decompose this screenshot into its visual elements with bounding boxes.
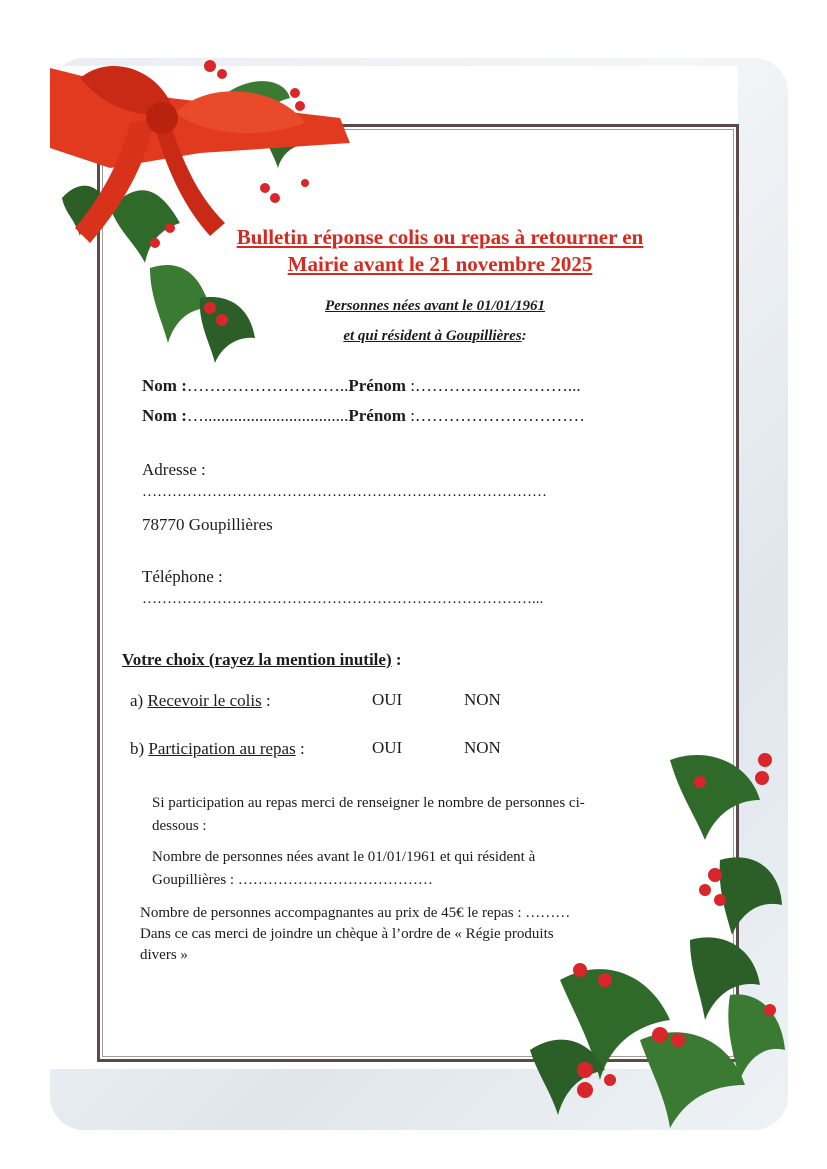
nom-dots: ….................................. [186,406,349,425]
option-a-label: Recevoir le colis [147,691,262,710]
nom-row-1[interactable] [142,376,581,396]
option-repas [130,739,305,759]
note-3-line-1[interactable]: Nombre de personnes accompagnantes au prix de 45€ le repas : ……… [140,905,571,921]
city-text: 78770 Goupillières [142,515,273,534]
repas-non-option[interactable]: NON [464,738,501,757]
nom-row-2[interactable] [142,406,585,426]
colis-non-option[interactable]: NON [464,690,501,709]
prenom-dots: :………………………... [405,376,581,395]
prenom-label: Prénom [348,406,406,425]
prenom-label: Prénom [348,376,406,395]
nom-label: Nom : [142,406,187,425]
note-3-line-2: Dans ce cas merci de joindre un chèque à l’ordre de « Régie produits [140,926,554,942]
repas-oui-option[interactable]: OUI [372,738,403,757]
colis-oui-option[interactable]: OUI [372,690,403,709]
option-colis [130,691,271,711]
telephone-label: Téléphone : [142,567,223,586]
option-b-prefix: b) [130,739,149,758]
nom-dots: ……………………….. [186,376,349,395]
adresse-input-line[interactable]: ……………………………………………………………………… [142,484,547,500]
option-a-suffix: : [261,691,271,710]
subtitle-line-2-suffix: : [521,328,527,344]
note-2-line-2[interactable]: Goupillières : ………………………………… [152,872,433,888]
note-1-line-2: dessous : [152,818,207,834]
prenom-dots: :………………………… [405,406,585,425]
telephone-input-line[interactable]: ……………………………………………………………………... [142,591,544,607]
subtitle-line-1: Personnes nées avant le 01/01/1961 [325,298,545,314]
nom-label: Nom : [142,376,187,395]
title-line-1: Bulletin réponse colis ou repas à retourner en [236,225,644,249]
title-line-2: Mairie avant le 21 novembre 2025 [287,252,593,276]
note-1-line-1: Si participation au repas merci de renseigner le nombre de personnes ci- [152,795,585,811]
choice-heading-suffix: : [391,650,402,669]
page-title [150,224,730,278]
note-2-line-1: Nombre de personnes nées avant le 01/01/1961 et qui résident à [152,849,536,865]
subtitle-line-2-text: et qui résident à Goupillières [343,328,522,344]
ribbon [50,66,350,243]
choice-heading [122,650,402,670]
option-b-suffix: : [295,739,305,758]
subtitle-line-2 [150,328,720,345]
note-3-line-3: divers » [140,947,188,963]
choice-heading-text: Votre choix (rayez la mention inutile) [122,650,392,669]
adresse-label: Adresse : [142,460,206,479]
option-b-label: Participation au repas [148,739,296,758]
option-a-prefix: a) [130,691,148,710]
